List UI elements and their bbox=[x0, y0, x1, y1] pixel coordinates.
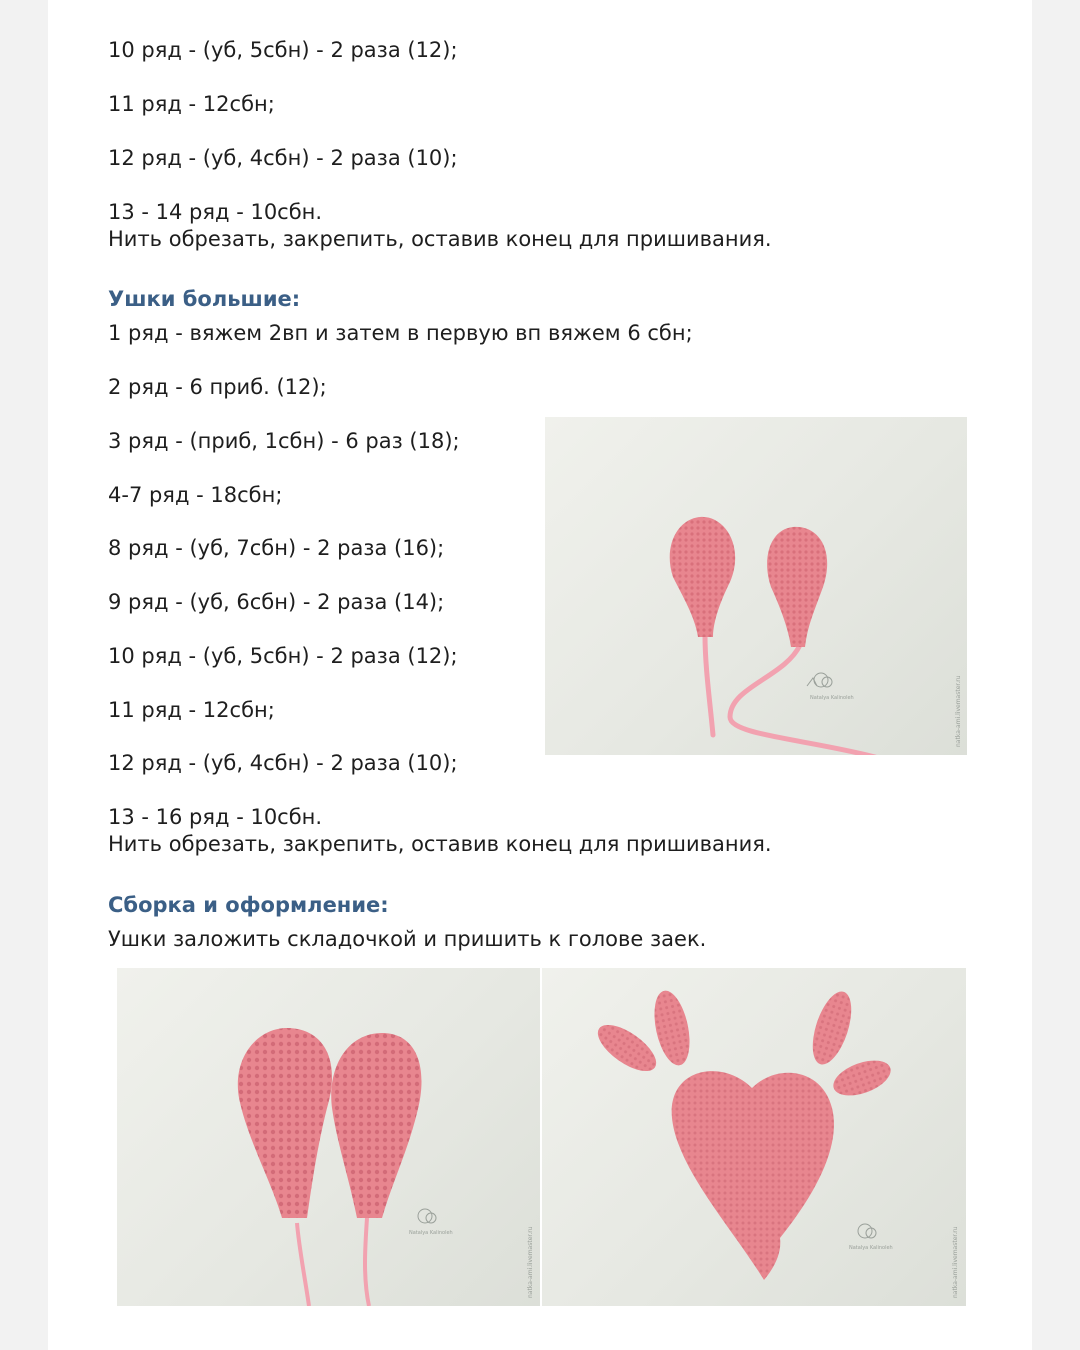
watermark-logo bbox=[418, 1209, 436, 1223]
watermark-text: natka-ami.livemaster.ru bbox=[952, 1226, 959, 1298]
row-line: 2 ряд - 6 приб. (12); bbox=[108, 375, 327, 399]
logo-caption: Natalya Kalinoleh bbox=[409, 1230, 453, 1236]
logo-caption: Natalya Kalinoleh bbox=[810, 695, 854, 701]
row-line: 4-7 ряд - 18сбн; bbox=[108, 483, 283, 507]
finish-instruction: Нить обрезать, закрепить, оставив конец для пришивания. bbox=[108, 832, 772, 856]
watermark-logo bbox=[858, 1224, 876, 1238]
photo-folded-ears bbox=[117, 968, 540, 1306]
watermark-logo bbox=[807, 673, 832, 687]
row-line: 11 ряд - 12сбн; bbox=[108, 92, 275, 116]
watermark-text: natka-ami.livemaster.ru bbox=[527, 1226, 534, 1298]
photo-ears-with-tails bbox=[545, 417, 967, 755]
row-line: 13 - 14 ряд - 10сбн. bbox=[108, 200, 323, 224]
folded-ears-illustration bbox=[117, 968, 540, 1306]
row-line: 8 ряд - (уб, 7сбн) - 2 раза (16); bbox=[108, 536, 445, 560]
row-line: 1 ряд - вяжем 2вп и затем в первую вп вяжем 6 сбн; bbox=[108, 321, 693, 345]
assembly-text: Ушки заложить складочкой и пришить к голове заек. bbox=[108, 927, 707, 951]
row-line: 11 ряд - 12сбн; bbox=[108, 698, 275, 722]
section-heading-big-ears: Ушки большие: bbox=[108, 287, 301, 311]
photo-heart-bunny bbox=[542, 968, 966, 1306]
row-line: 12 ряд - (уб, 4сбн) - 2 раза (10); bbox=[108, 751, 458, 775]
row-line: 10 ряд - (уб, 5сбн) - 2 раза (12); bbox=[108, 38, 458, 62]
row-line: 9 ряд - (уб, 6сбн) - 2 раза (14); bbox=[108, 590, 445, 614]
document-page bbox=[48, 0, 1032, 1350]
logo-caption: Natalya Kalinoleh bbox=[849, 1245, 893, 1251]
row-line: 10 ряд - (уб, 5сбн) - 2 раза (12); bbox=[108, 644, 458, 668]
row-line: 3 ряд - (приб, 1сбн) - 6 раз (18); bbox=[108, 429, 460, 453]
watermark-text: natka-ami.livemaster.ru bbox=[955, 675, 962, 747]
ears-illustration bbox=[545, 417, 967, 755]
finish-instruction: Нить обрезать, закрепить, оставив конец для пришивания. bbox=[108, 227, 772, 251]
section-heading-assembly: Сборка и оформление: bbox=[108, 893, 389, 917]
heart-illustration bbox=[542, 968, 966, 1306]
row-line: 12 ряд - (уб, 4сбн) - 2 раза (10); bbox=[108, 146, 458, 170]
row-line: 13 - 16 ряд - 10сбн. bbox=[108, 805, 323, 829]
